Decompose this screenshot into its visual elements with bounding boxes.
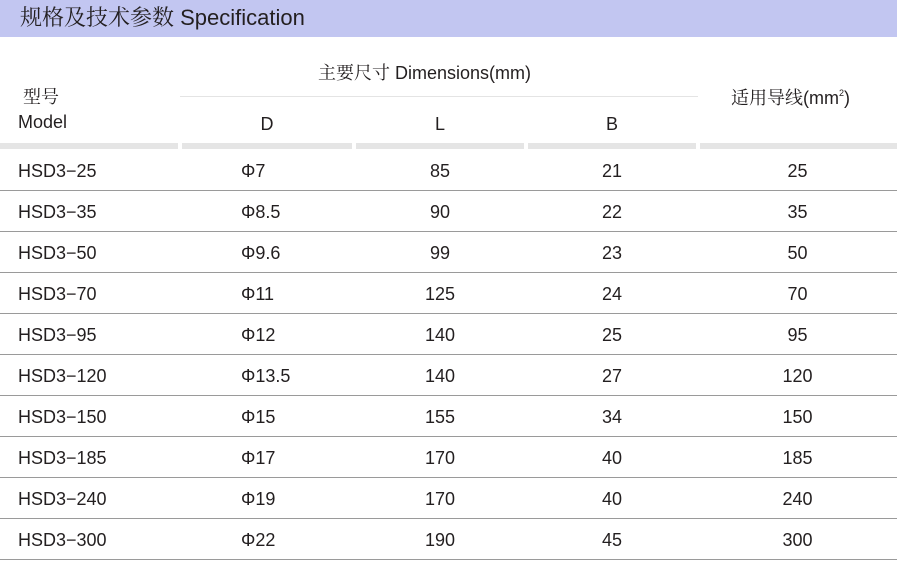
model-cell: HSD3−25 — [18, 161, 97, 181]
diameter-cell: Φ9.6 — [241, 243, 281, 263]
table-row — [0, 437, 897, 478]
model-cell: HSD3−35 — [18, 202, 97, 222]
width-cell: 34 — [601, 407, 623, 427]
wire-size-cell: 95 — [787, 325, 808, 345]
diameter-cell: Φ11 — [241, 284, 275, 304]
model-header-cn: 型号 — [23, 87, 59, 107]
diameter-cell: Φ7 — [241, 161, 266, 181]
width-cell: 25 — [601, 325, 623, 345]
title-bar — [0, 0, 897, 37]
table-body — [0, 150, 897, 560]
model-cell: HSD3−150 — [18, 407, 107, 427]
wire-size-cell: 300 — [782, 530, 813, 550]
model-cell: HSD3−120 — [18, 366, 107, 386]
table-row — [0, 232, 897, 273]
length-cell: 90 — [429, 202, 451, 222]
width-cell: 22 — [601, 202, 623, 222]
model-cell: HSD3−95 — [18, 325, 97, 345]
wire-header-sup: 2 — [838, 88, 844, 98]
wire-size-cell: 120 — [782, 366, 813, 386]
diameter-cell: Φ13.5 — [241, 366, 291, 386]
length-cell: 140 — [424, 325, 456, 345]
page-title: 规格及技术参数 Specification — [20, 5, 305, 30]
length-cell: 99 — [429, 243, 451, 263]
diameter-cell: Φ8.5 — [241, 202, 281, 222]
length-cell: 140 — [424, 366, 456, 386]
header-divider — [0, 143, 178, 149]
column-header-b: B — [605, 114, 618, 134]
wire-size-cell: 150 — [782, 407, 813, 427]
wire-size-cell: 35 — [787, 202, 808, 222]
table-row — [0, 314, 897, 355]
wire-size-cell: 50 — [787, 243, 808, 263]
model-cell: HSD3−50 — [18, 243, 97, 263]
wire-header-close: ) — [844, 88, 850, 108]
width-cell: 21 — [601, 161, 623, 181]
dimensions-header: 主要尺寸 Dimensions(mm) — [318, 63, 532, 83]
width-cell: 24 — [601, 284, 623, 304]
wire-header — [731, 87, 850, 109]
table-row — [0, 396, 897, 437]
diameter-cell: Φ12 — [241, 325, 276, 345]
model-cell: HSD3−240 — [18, 489, 107, 509]
width-cell: 23 — [601, 243, 623, 263]
table-row — [0, 150, 897, 191]
header-divider — [700, 143, 897, 149]
diameter-cell: Φ17 — [241, 448, 276, 468]
table-row — [0, 478, 897, 519]
column-header-l: L — [434, 114, 445, 134]
header-divider — [182, 143, 352, 149]
model-cell: HSD3−300 — [18, 530, 107, 550]
header-divider — [356, 143, 524, 149]
model-cell: HSD3−70 — [18, 284, 97, 304]
length-cell: 170 — [424, 448, 456, 468]
length-cell: 190 — [424, 530, 456, 550]
wire-size-cell: 240 — [782, 489, 813, 509]
wire-header-text: 适用导线(mm — [731, 88, 839, 108]
model-cell: HSD3−185 — [18, 448, 107, 468]
table-row — [0, 355, 897, 396]
diameter-cell: Φ19 — [241, 489, 276, 509]
length-cell: 125 — [424, 284, 456, 304]
table-row — [0, 519, 897, 560]
header-divider — [528, 143, 696, 149]
width-cell: 40 — [601, 448, 623, 468]
table-row — [0, 191, 897, 232]
width-cell: 27 — [601, 366, 623, 386]
dimensions-divider — [180, 96, 698, 97]
wire-size-cell: 25 — [787, 161, 808, 181]
width-cell: 45 — [601, 530, 623, 550]
wire-size-cell: 185 — [782, 448, 813, 468]
table-row — [0, 273, 897, 314]
length-cell: 170 — [424, 489, 456, 509]
column-header-d: D — [260, 114, 274, 134]
diameter-cell: Φ22 — [241, 530, 276, 550]
diameter-cell: Φ15 — [241, 407, 276, 427]
width-cell: 40 — [601, 489, 623, 509]
model-header-en: Model — [18, 112, 68, 132]
length-cell: 155 — [424, 407, 456, 427]
length-cell: 85 — [429, 161, 451, 181]
wire-size-cell: 70 — [787, 284, 808, 304]
